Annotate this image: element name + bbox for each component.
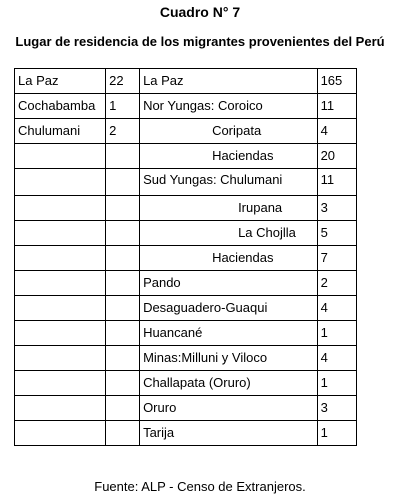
table-cell: Nor Yungas: Coroico	[140, 94, 318, 119]
table-cell: Pando	[140, 271, 318, 296]
table-cell	[106, 221, 140, 246]
table-row	[15, 246, 357, 271]
table-cell: 20	[317, 144, 356, 169]
table-cell: 165	[317, 69, 356, 94]
table-cell	[15, 371, 106, 396]
table-cell: 11	[317, 94, 356, 119]
table-cell	[15, 271, 106, 296]
table-row	[15, 371, 357, 396]
table-cell: Challapata (Oruro)	[140, 371, 318, 396]
table-subtitle: Lugar de residencia de los migrantes provenientes del Perú	[15, 34, 385, 49]
table-cell: 1	[317, 421, 356, 446]
table-cell	[15, 346, 106, 371]
table-cell	[106, 144, 140, 169]
table-cell	[106, 246, 140, 271]
table-cell: 4	[317, 119, 356, 144]
table-cell: Coripata	[140, 119, 318, 144]
table-cell: 22	[106, 69, 140, 94]
table-cell: 11	[317, 169, 356, 196]
table-row	[15, 169, 357, 196]
table-row	[15, 119, 357, 144]
table-title: Cuadro N° 7	[159, 4, 241, 20]
table-row	[15, 296, 357, 321]
table-row	[15, 69, 357, 94]
table-cell: La Paz	[140, 69, 318, 94]
table-cell	[15, 396, 106, 421]
table-cell: 1	[106, 94, 140, 119]
table-cell	[15, 246, 106, 271]
table-row	[15, 144, 357, 169]
table-cell: 7	[317, 246, 356, 271]
table-cell: La Paz	[15, 69, 106, 94]
table-row	[15, 346, 357, 371]
table-cell: 3	[317, 396, 356, 421]
table-cell	[106, 346, 140, 371]
table-cell: 1	[317, 371, 356, 396]
table-row	[15, 221, 357, 246]
table-cell	[106, 396, 140, 421]
table-cell: Chulumani	[15, 119, 106, 144]
table-cell	[15, 144, 106, 169]
table-cell: Haciendas	[140, 246, 318, 271]
table-cell: 4	[317, 296, 356, 321]
table-cell	[106, 196, 140, 221]
table-cell: 1	[317, 321, 356, 346]
table-cell: 5	[317, 221, 356, 246]
table-cell	[106, 169, 140, 196]
table-cell: 4	[317, 346, 356, 371]
table-cell: 2	[317, 271, 356, 296]
table-cell	[106, 371, 140, 396]
table-row	[15, 396, 357, 421]
table-row	[15, 94, 357, 119]
table-row	[15, 421, 357, 446]
table-cell	[15, 321, 106, 346]
table-cell: Tarija	[140, 421, 318, 446]
table-cell	[15, 221, 106, 246]
table-row	[15, 196, 357, 221]
table-cell: Cochabamba	[15, 94, 106, 119]
table-cell: Sud Yungas: Chulumani	[140, 169, 318, 196]
table-cell	[15, 296, 106, 321]
table-cell: Haciendas	[140, 144, 318, 169]
table-row	[15, 321, 357, 346]
table-cell	[106, 271, 140, 296]
table-cell: Minas:Milluni y Viloco	[140, 346, 318, 371]
table-cell: Oruro	[140, 396, 318, 421]
table-cell: 2	[106, 119, 140, 144]
table-cell	[106, 296, 140, 321]
table-cell	[106, 421, 140, 446]
migrants-table	[14, 68, 357, 446]
table-cell	[15, 421, 106, 446]
table-row	[15, 271, 357, 296]
table-cell	[15, 169, 106, 196]
table-cell: Desaguadero-Guaqui	[140, 296, 318, 321]
table-cell: La Chojlla	[140, 221, 318, 246]
table-cell	[106, 321, 140, 346]
table-cell: Irupana	[140, 196, 318, 221]
table-cell	[15, 196, 106, 221]
table-cell: Huancané	[140, 321, 318, 346]
source-note: Fuente: ALP - Censo de Extranjeros.	[94, 479, 306, 494]
table-cell: 3	[317, 196, 356, 221]
